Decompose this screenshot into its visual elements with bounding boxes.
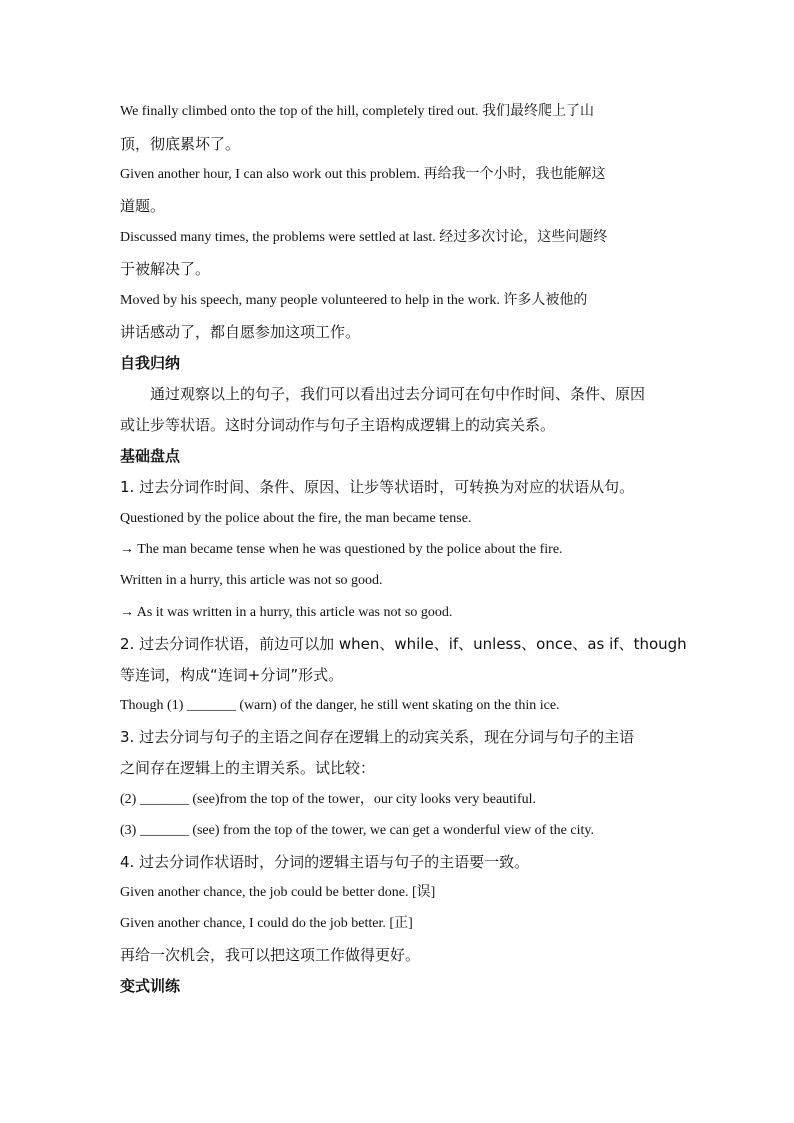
paragraph-line: Discussed many times, the problems were settled at last. 经过多次讨论，这些问题终	[120, 230, 608, 245]
example-wrong: Given another chance, the job could be better done. [误]	[120, 885, 436, 900]
example-sentence: Written in a hurry, this article was not so good.	[120, 573, 383, 588]
section-title-basics: 基础盘点	[120, 447, 181, 465]
exercise-blank-1: Though (1) _______ (warn) of the danger, he still went skating on the thin ice.	[120, 698, 560, 713]
basics-rule-4: 4. 过去分词作状语时，分词的逻辑主语与句子的主语要一致。	[120, 853, 530, 871]
paragraph-line: 顶，彻底累坏了。	[120, 135, 241, 153]
paragraph-line: Given another hour, I can also work out this problem. 再给我一个小时，我也能解这	[120, 167, 606, 182]
example-sentence: Questioned by the police about the fire, the man became tense.	[120, 511, 472, 526]
basics-rule-2: 2. 过去分词作状语，前边可以加 when、while、if、unless、once、as if、though	[120, 635, 687, 653]
exercise-blank-2: (2) _______ (see)from the top of the tower，our city looks very beautiful.	[120, 792, 537, 807]
paragraph-line: 道题。	[120, 197, 166, 215]
exercise-blank-3: (3) _______ (see) from the top of the tower, we can get a wonderful view of the city.	[120, 823, 594, 838]
paragraph-line: Moved by his speech, many people volunteered to help in the work. 许多人被他的	[120, 293, 588, 308]
example-translation: 再给一次机会，我可以把这项工作做得更好。	[120, 946, 421, 964]
example-correct: Given another chance, I could do the job better. [正]	[120, 916, 413, 931]
paragraph-line: 讲话感动了，都自愿参加这项工作。	[120, 323, 361, 341]
basics-rule-3-cont: 之间存在逻辑上的主谓关系。试比较：	[120, 759, 376, 777]
basics-rule-3: 3. 过去分词与句子的主语之间存在逻辑上的动宾关系，现在分词与句子的主语	[120, 728, 635, 746]
example-sentence: → The man became tense when he was questioned by the police about the fire.	[120, 542, 563, 557]
basics-rule-1: 1. 过去分词作时间、条件、原因、让步等状语时，可转换为对应的状语从句。	[120, 478, 635, 496]
paragraph-line: We finally climbed onto the top of the hill, completely tired out. 我们最终爬上了山	[120, 104, 595, 119]
example-sentence: → As it was written in a hurry, this article was not so good.	[120, 605, 453, 620]
basics-rule-2-cont: 等连词，构成“连词+分词”形式。	[120, 666, 344, 684]
summary-line: 或让步等状语。这时分词动作与句子主语构成逻辑上的动宾关系。	[120, 416, 556, 434]
paragraph-line: 于被解决了。	[120, 260, 211, 278]
summary-line: 通过观察以上的句子，我们可以看出过去分词可在句中作时间、条件、原因	[150, 385, 646, 403]
section-title-practice: 变式训练	[120, 977, 181, 995]
section-title-summary: 自我归纳	[120, 354, 181, 372]
